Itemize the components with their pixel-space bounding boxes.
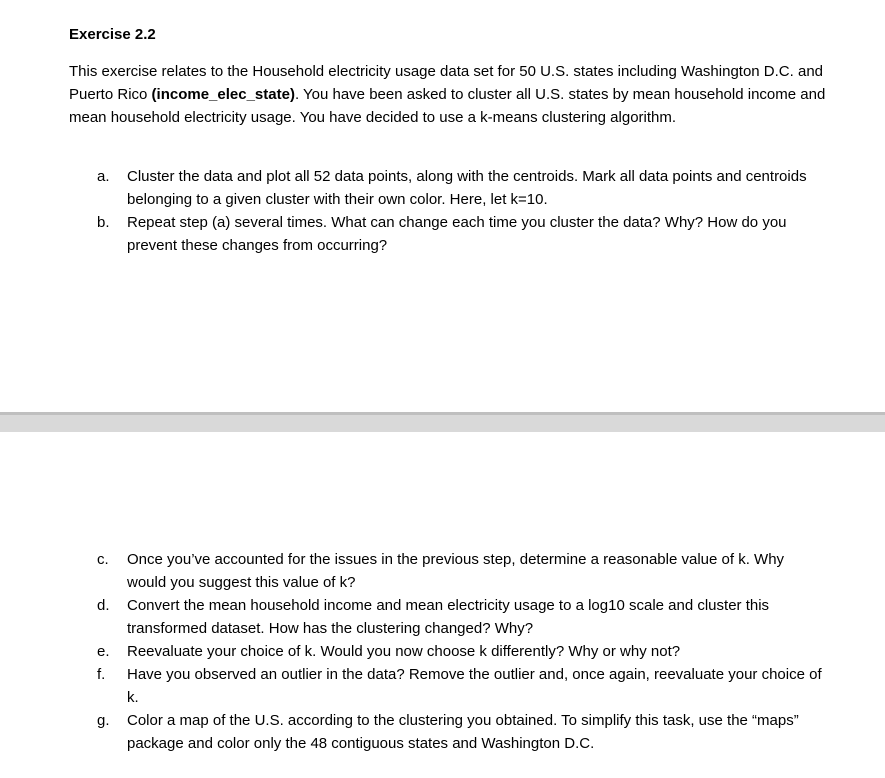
item-text: Convert the mean household income and mean electricity usage to a log10 scale and cluster this transformed dataset. How has the clustering changed? Why?: [127, 597, 770, 637]
page-break-divider: [0, 412, 885, 432]
item-marker: d.: [97, 597, 110, 614]
item-marker: c.: [97, 551, 109, 568]
item-marker: g.: [97, 712, 110, 729]
item-marker: f.: [97, 666, 106, 683]
question-item-b: [97, 211, 825, 257]
question-item-a: [97, 165, 825, 211]
question-item-d: [97, 594, 825, 640]
item-text: Once you’ve accounted for the issues in the previous step, determine a reasonable value of k. Why would you suggest this value of k?: [127, 551, 785, 591]
item-marker: a.: [97, 168, 110, 185]
question-item-f: [97, 663, 825, 709]
question-item-c: [97, 548, 825, 594]
question-item-g: [97, 709, 825, 755]
question-item-e: [97, 640, 825, 663]
dataset-name: (income_elec_state): [151, 86, 295, 103]
item-text: Reevaluate your choice of k. Would you now choose k differently? Why or why not?: [127, 643, 681, 660]
intro-text-end: . You have been asked to cluster all U.S. states by mean household income and mean household electricity usage. You have decided to use a k-means clustering algorithm.: [69, 86, 826, 126]
item-text: Repeat step (a) several times. What can change each time you cluster the data? Why? How do you prevent these changes from occurring?: [127, 214, 787, 254]
item-text: Cluster the data and plot all 52 data points, along with the centroids. Mark all data points and centroids belonging to a given cluster with their own color. Here, let k=10.: [127, 168, 807, 208]
exercise-intro-paragraph: [69, 60, 829, 129]
item-text: Have you observed an outlier in the data? Remove the outlier and, once again, reevaluate your choice of k.: [127, 666, 822, 706]
exercise-title: Exercise 2.2: [69, 26, 156, 43]
item-marker: b.: [97, 214, 110, 231]
intro-text-start: This exercise relates to the Household electricity usage data set for 50 U.S. states including Washington D.C. and Puerto Rico: [69, 63, 823, 103]
item-marker: e.: [97, 643, 110, 660]
item-text: Color a map of the U.S. according to the clustering you obtained. To simplify this task, use the “maps” package and color only the 48 contiguous states and Washington D.C.: [127, 712, 799, 752]
